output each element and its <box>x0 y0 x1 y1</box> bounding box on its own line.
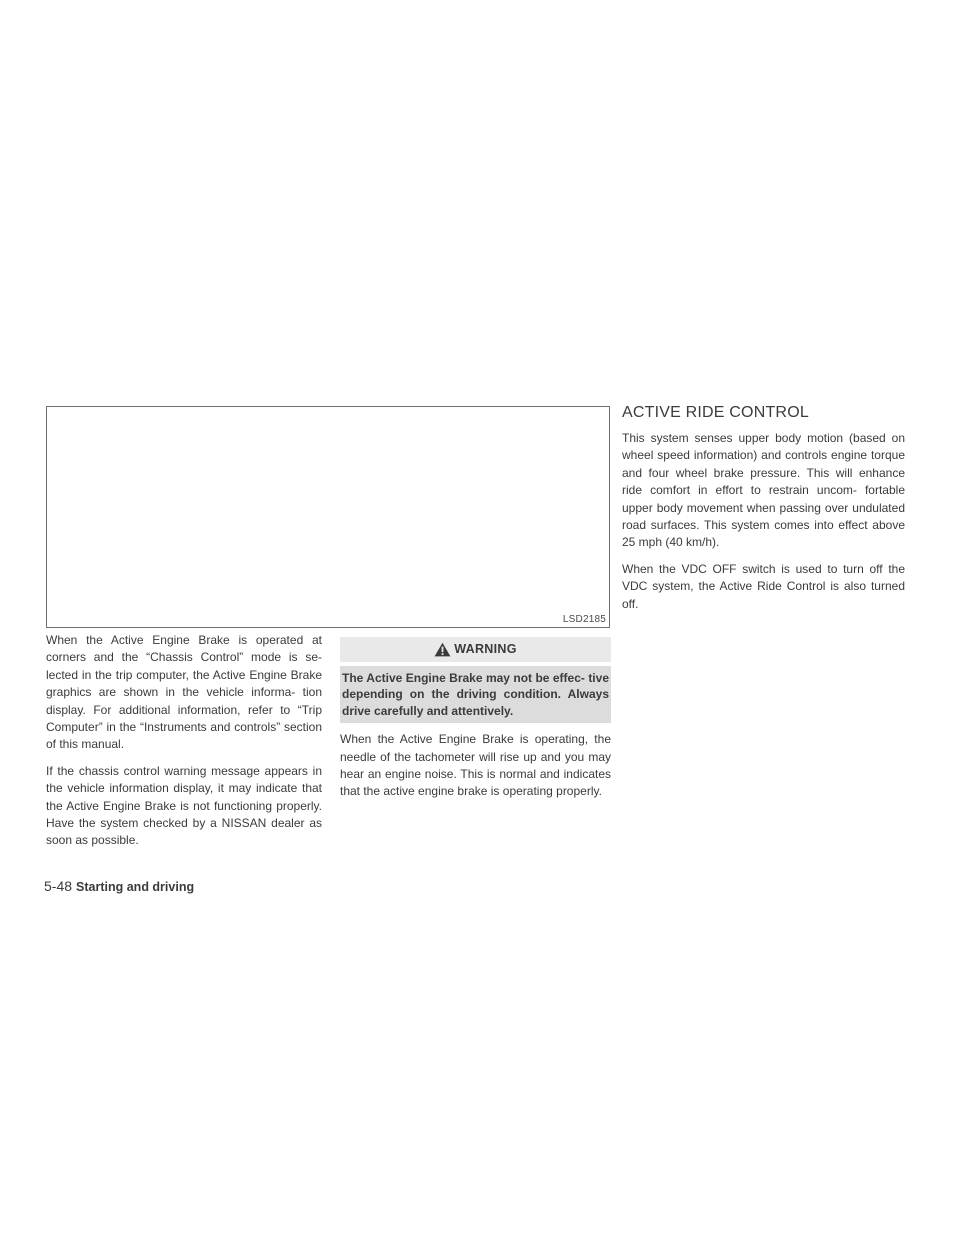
warning-header <box>340 637 611 662</box>
right-column <box>622 402 905 622</box>
left-column <box>46 632 322 859</box>
paragraph: If the chassis control warning message appears in the vehicle information display, it may indicate that the Active Engine Brake is not functioning properly. Have the system checked by a NISSAN dealer as soon as possible. <box>46 763 322 848</box>
section-title: ACTIVE RIDE CONTROL <box>622 404 809 421</box>
paragraph: When the Active Engine Brake is operating, the needle of the tachometer will rise up and you may hear an engine noise. This is normal and indicates that the active engine brake is operating properly. <box>340 732 611 799</box>
page-number: 5-48 <box>44 878 73 894</box>
warning-title: WARNING <box>454 641 517 656</box>
warning-triangle-icon <box>434 642 451 657</box>
figure-code: LSD2185 <box>562 614 606 625</box>
page-footer <box>44 878 194 894</box>
paragraph: This system senses upper body motion (based on wheel speed information) and controls engine torque and four wheel brake pressure. This will enhance ride comfort in effort to restrain uncom- fortable upper body movement when passing over undulated road surfaces. This system comes into effect above 25 mph (40 km/h). <box>622 431 905 550</box>
warning-text: The Active Engine Brake may not be effec- tive depending on the driving condition. Always drive carefully and attentively. <box>340 666 611 723</box>
footer-section-name: Starting and driving <box>76 880 195 894</box>
paragraph: When the VDC OFF switch is used to turn off the VDC system, the Active Ride Control is also turned off. <box>622 561 905 611</box>
middle-column <box>340 637 611 810</box>
warning-box <box>340 637 611 723</box>
figure-placeholder <box>46 406 610 628</box>
paragraph: When the Active Engine Brake is operated at corners and the “Chassis Control” mode is se- lected in the trip computer, the Active Engine Brake graphics are shown in the vehicle informa- tion display. For additional information, refer to “Trip Computer” in the “Instruments and controls” section of this manual. <box>46 633 322 752</box>
